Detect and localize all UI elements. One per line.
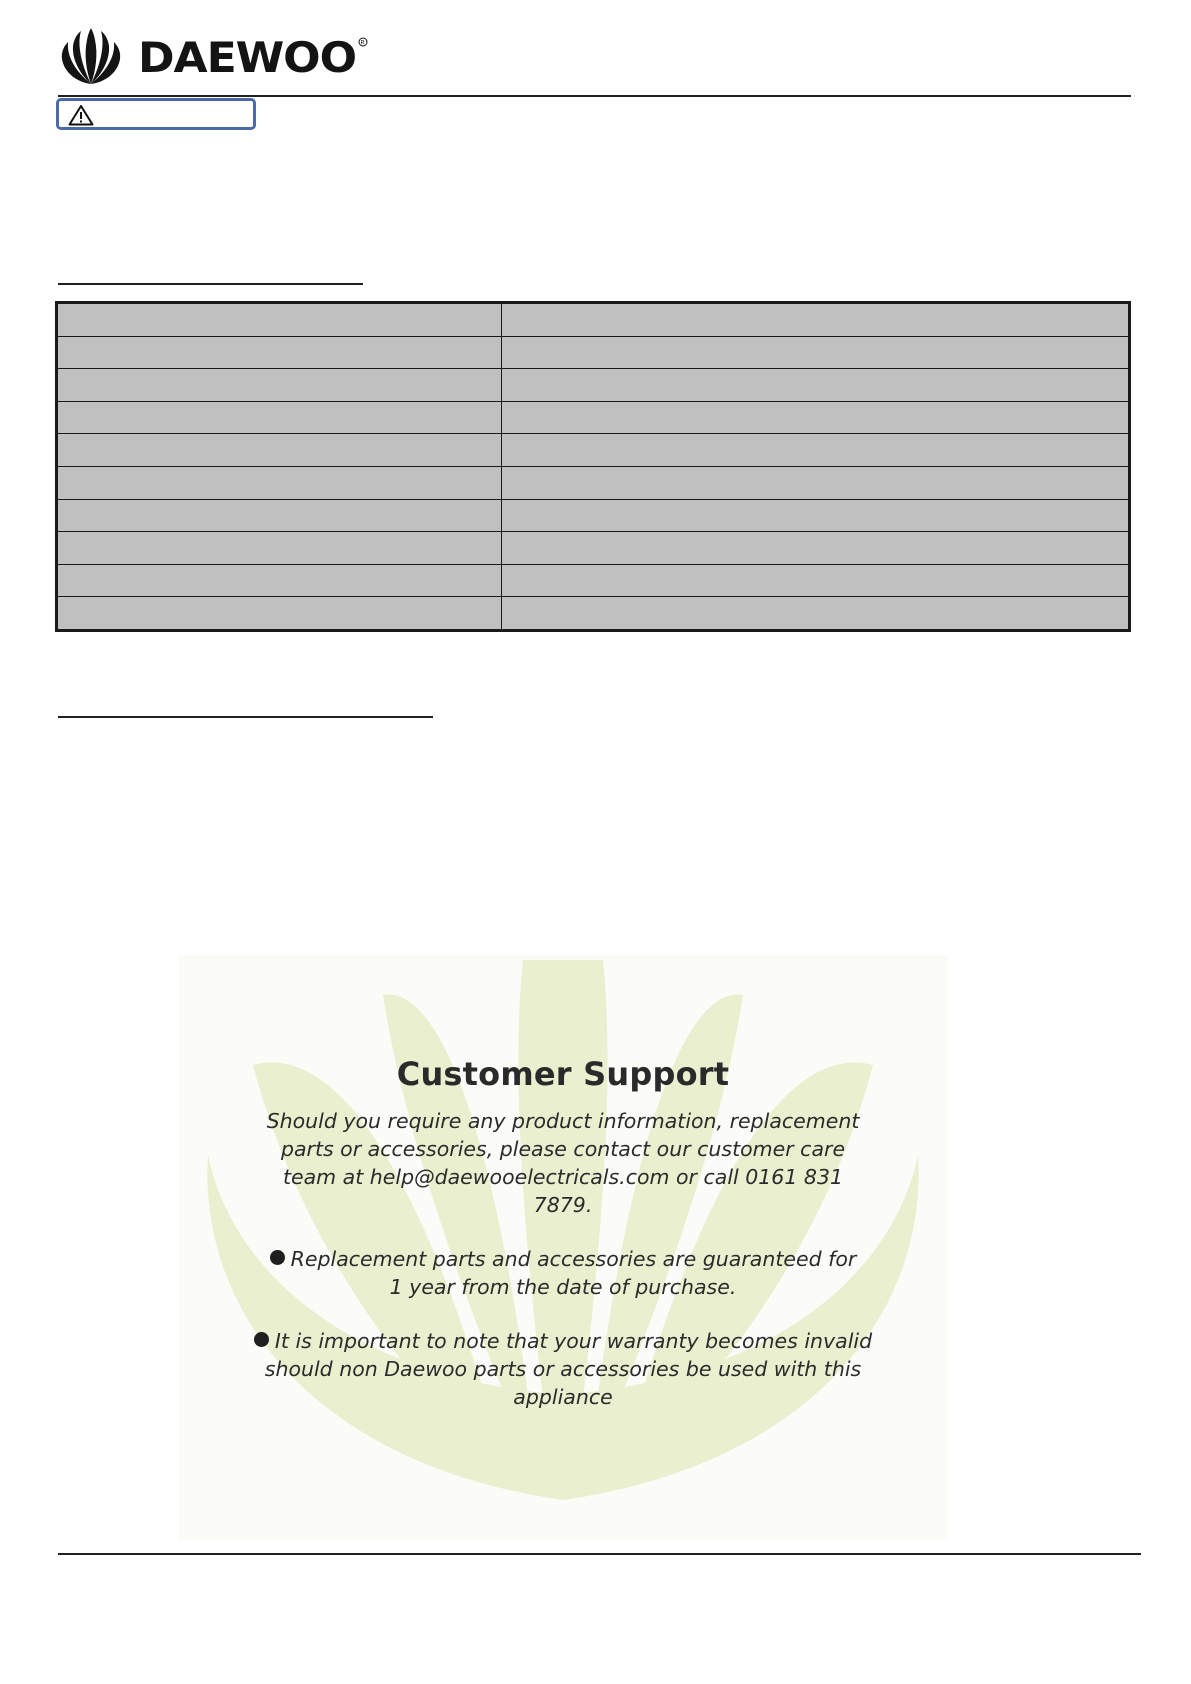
customer-support-intro: Should you require any product information, replacement parts or accessories, please contact our customer care team at help@daewooelectricals.com or call 0161 831 7879. <box>266 1109 860 1217</box>
customer-support-content <box>178 1055 948 1411</box>
bullet-text: It is important to note that your warranty becomes invalid should non Daewoo parts or accessories be used with this appliance <box>264 1329 873 1409</box>
table-row <box>57 499 1130 532</box>
table-cell <box>57 597 502 631</box>
daewoo-logo <box>58 26 388 86</box>
table-row <box>57 401 1130 434</box>
table-cell <box>502 434 1130 467</box>
table-cell <box>502 466 1130 499</box>
table-cell <box>57 336 502 369</box>
list-item <box>268 1245 858 1301</box>
table-cell <box>502 401 1130 434</box>
table-row <box>57 336 1130 369</box>
table-cell <box>502 564 1130 597</box>
table-row <box>57 434 1130 467</box>
bullet-icon <box>254 1332 269 1347</box>
section-heading-underline <box>58 716 433 718</box>
table-row <box>57 564 1130 597</box>
table-cell <box>57 564 502 597</box>
table-row <box>57 532 1130 565</box>
table-cell <box>57 466 502 499</box>
table-cell <box>57 499 502 532</box>
table-row <box>57 303 1130 337</box>
table-cell <box>502 303 1130 337</box>
table-row <box>57 466 1130 499</box>
table-cell <box>57 303 502 337</box>
list-item <box>253 1327 873 1411</box>
table-cell <box>502 369 1130 402</box>
bullet-text: Replacement parts and accessories are guaranteed for 1 year from the date of purchase. <box>290 1247 857 1299</box>
table-cell <box>502 336 1130 369</box>
customer-support-panel <box>178 955 948 1540</box>
customer-support-title: Customer Support <box>396 1055 730 1093</box>
bullet-icon <box>270 1250 285 1265</box>
table-row <box>57 597 1130 631</box>
table-cell <box>57 532 502 565</box>
table-cell <box>502 532 1130 565</box>
spec-table <box>55 301 1131 632</box>
logo-wordmark: DAEWOO <box>138 33 356 82</box>
warning-triangle-icon <box>68 104 94 126</box>
table-cell <box>57 434 502 467</box>
warning-box <box>56 98 256 130</box>
table-cell <box>502 499 1130 532</box>
table-row <box>57 369 1130 402</box>
table-cell <box>57 369 502 402</box>
table-cell <box>57 401 502 434</box>
svg-text:R: R <box>360 39 365 47</box>
table-cell <box>502 597 1130 631</box>
header-rule <box>58 95 1131 97</box>
spec-heading-underline <box>58 283 363 285</box>
footer-rule <box>58 1553 1141 1555</box>
